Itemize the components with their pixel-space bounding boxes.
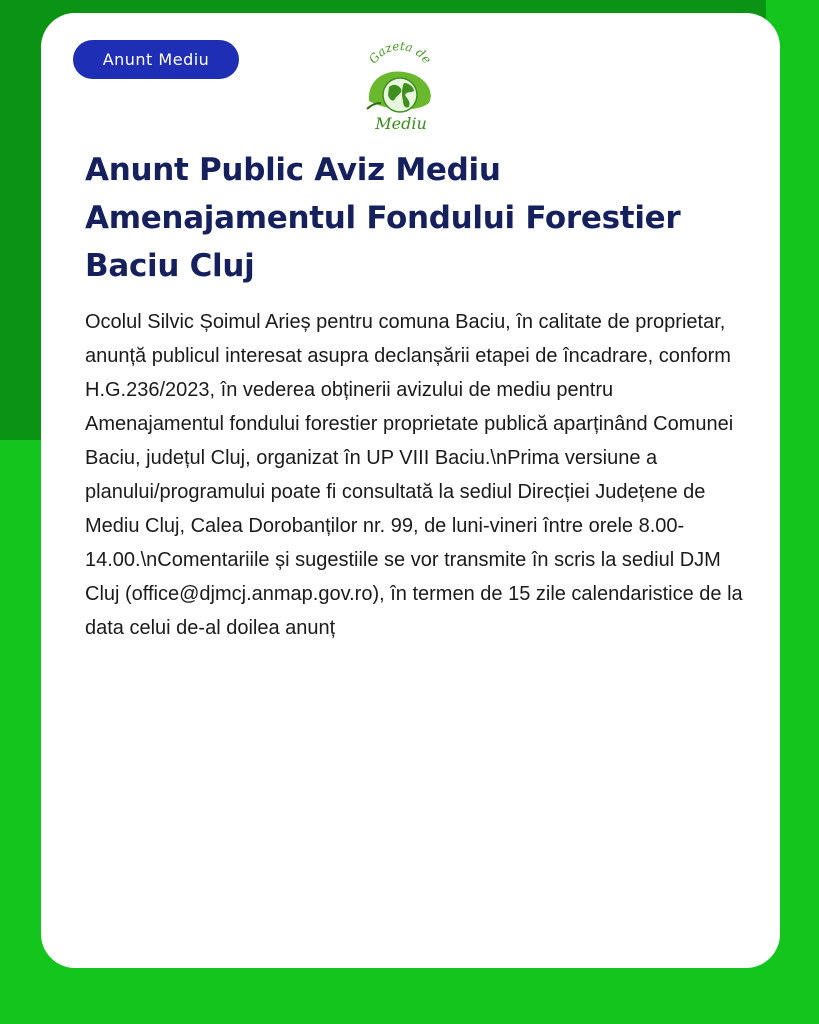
announcement-card (41, 13, 780, 968)
category-badge[interactable]: Anunt Mediu (73, 40, 239, 79)
globe-leaf-logo-icon (353, 39, 447, 133)
page-title: Anunt Public Aviz Mediu Amenajamentul Fondului Forestier Baciu Cluj (85, 152, 681, 284)
logo-bottom-text: Mediu (375, 114, 427, 133)
announcement-body: Ocolul Silvic Șoimul Arieș pentru comuna Baciu, în calitate de proprietar, anunță publicul interesat asupra declanșării etapei de încadrare, conform H.G.236/2023, în vederea obținerii avizului de mediu pentru Amenajamentul fondului forestier proprietate publică aparținând Comunei Baciu, județul Cluj, organizat în UP VIII Baciu.\nPrima versiune a planului/programului poate fi consultată la sediul Direcției Județene de Mediu Cluj, Calea Dorobanților nr. 99, de luni-vineri între orele 8.00-14.00.\nComentariile și sugestiile se vor transmite în scris la sediul DJM Cluj (office@djmcj.anmap.gov.ro), în termen de 15 zile calendaristice de la data celui de-al doilea anunț (85, 311, 743, 639)
svg-text:Gazeta de (366, 39, 434, 66)
logo-top-text: Gazeta de (366, 39, 435, 67)
